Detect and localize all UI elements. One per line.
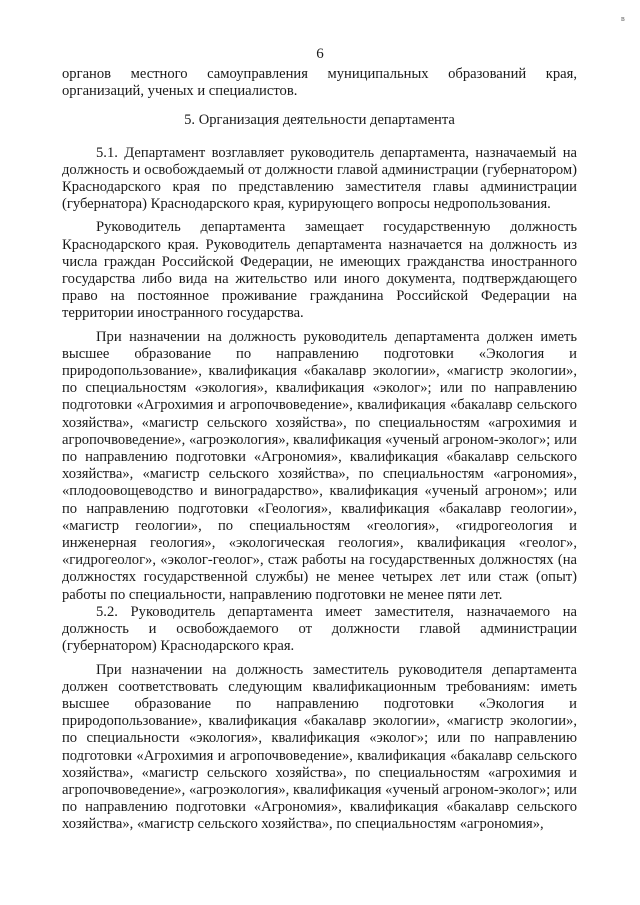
page-number: 6 [316, 46, 324, 62]
corner-mark: в [621, 14, 625, 23]
paragraph-continuation: органов местного самоуправления муниципальных образований края, организаций, ученых и специалистов. [62, 66, 577, 100]
paragraph-deputy-requirements: При назначении на должность заместитель руководителя департамента должен соответствовать следующим квалификационным требованиям: иметь высшее образование по направлению подготовки «Экология и природопользование», квалификация «бакалавр экологии», «магистр экологии», по специальности «экология», квалификация «эколог»; или по направлению подготовки «Агрохимия и агропочвоведение», квалификация «бакалавр сельского хозяйства», «магистр сельского хозяйства», по специальностям «агрохимия и агропочвоведение», «агроэкология», квалификация «ученый агроном-эколог»; или по направлению подготовки «Агрономия», квалификация «бакалавр сельского хозяйства», «магистр сельского хозяйства», по специальностям «агрономия», [62, 661, 577, 833]
paragraph-head-position: Руководитель департамента замещает государственную должность Краснодарского края. Руководитель департамента назначается на должность из числа граждан Российской Федерации, не имеющих гражданства иностранного государства либо вида на жительство или иного документа, подтверждающего право на постоянное проживание гражданина Российской Федерации на территории иностранного государства. [62, 219, 577, 322]
document-body [62, 66, 577, 834]
section-heading: 5. Организация деятельности департамента [184, 112, 455, 129]
paragraph-5-2: 5.2. Руководитель департамента имеет заместителя, назначаемого на должность и освобождаемого от должности главой администрации (губернатором) Краснодарского края. [62, 603, 577, 655]
paragraph-5-1: 5.1. Департамент возглавляет руководитель департамента, назначаемый на должность и освобождаемый от должности главой администрации (губернатором) Краснодарского края по представлению заместителя главы администрации (губернатора) Краснодарского края, курирующего вопросы недропользования. [62, 144, 577, 213]
paragraph-head-requirements: При назначении на должность руководитель департамента должен иметь высшее образование по направлению подготовки «Экология и природопользование», квалификация «бакалавр экологии», «магистр экологии», по специальностям «экология», квалификация «эколог»; или по направлению подготовки «Агрохимия и агропочвоведение», квалификация «бакалавр сельского хозяйства», «магистр сельского хозяйства», по специальностям «агрохимия и агропочвоведение», «агроэкология», квалификация «ученый агроном-эколог»; или по направлению подготовки «Агрономия», квалификация «бакалавр сельского хозяйства», «магистр сельского хозяйства», по специальностям «агрономия», «плодоовощеводство и виноградарство», квалификация «ученый агроном»; или по направлению подготовки «Геология», квалификация «бакалавр геологии», «магистр геологии», по специальностям «геология», «гидрогеология и инженерная геология», «экологическая геология», квалификация «геолог», «гидрогеолог», «эколог-геолог», стаж работы на государственных должностях (на должностях государственной службы) не менее четырех лет или стаж (опыт) работы по специальности, направлению подготовки не менее пяти лет. [62, 328, 577, 603]
